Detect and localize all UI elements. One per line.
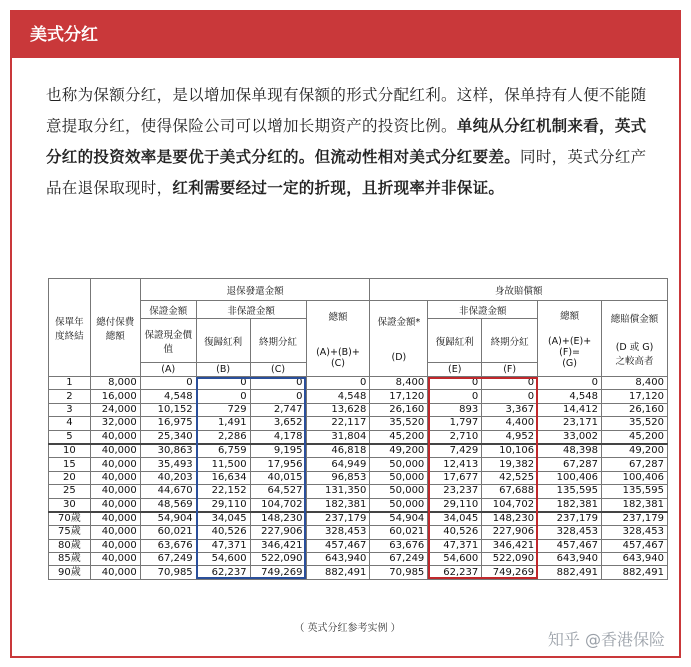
table-row [49, 458, 668, 471]
table-cell: 45,200 [370, 430, 428, 444]
table-cell: 4,400 [482, 417, 538, 430]
description-paragraph [46, 80, 656, 204]
table-cell: 25,340 [140, 430, 196, 444]
table-cell: 54,904 [140, 512, 196, 526]
table-cell: 29,110 [428, 498, 482, 512]
col-gsum-header: 保證金額* (D) [370, 301, 428, 377]
table-row [49, 430, 668, 444]
table-cell: 749,269 [482, 566, 538, 579]
table-cell: 17,677 [428, 471, 482, 484]
table-cell: 63,676 [370, 539, 428, 552]
table-cell: 70,985 [370, 566, 428, 579]
label-b: (B) [196, 363, 250, 377]
dividend-table [48, 278, 668, 580]
table-cell: 3 [49, 403, 91, 416]
table-cell: 50,000 [370, 498, 428, 512]
table-cell: 26,160 [602, 403, 668, 416]
table-cell: 62,237 [196, 566, 250, 579]
table-cell: 40,000 [90, 512, 140, 526]
table-cell: 237,179 [602, 512, 668, 526]
table-cell: 40,000 [90, 566, 140, 579]
table-cell: 0 [196, 390, 250, 403]
table-cell: 64,949 [306, 458, 370, 471]
table-cell: 3,652 [250, 417, 306, 430]
table-cell: 67,249 [370, 553, 428, 566]
table-cell: 64,527 [250, 485, 306, 498]
col-rev-header: 復歸紅利 [196, 319, 250, 363]
table-cell: 17,956 [250, 458, 306, 471]
table-cell: 47,371 [428, 539, 482, 552]
table-cell: 29,110 [196, 498, 250, 512]
table-cell: 16,975 [140, 417, 196, 430]
table-cell: 749,269 [250, 566, 306, 579]
table-cell: 4,548 [140, 390, 196, 403]
table-row [49, 566, 668, 579]
table-cell: 0 [250, 377, 306, 390]
table-cell: 35,520 [602, 417, 668, 430]
table-cell: 54,600 [196, 553, 250, 566]
table-cell: 0 [428, 377, 482, 390]
label-a: (A) [140, 363, 196, 377]
table-cell: 328,453 [306, 526, 370, 539]
table-cell: 0 [250, 390, 306, 403]
table-row [49, 553, 668, 566]
col-gcash-header: 保證現金價值 [140, 319, 196, 363]
table-cell: 19,382 [482, 458, 538, 471]
table-cell: 70,985 [140, 566, 196, 579]
group-death-header: 身故賠償額 [370, 279, 668, 301]
table-cell: 49,200 [602, 444, 668, 458]
table-cell: 40,203 [140, 471, 196, 484]
table-cell: 31,804 [306, 430, 370, 444]
table-cell: 40,000 [90, 526, 140, 539]
table-cell: 882,491 [602, 566, 668, 579]
section-title: 美式分红 [12, 12, 679, 58]
table-cell: 100,406 [538, 471, 602, 484]
table-cell: 457,467 [602, 539, 668, 552]
table-cell: 104,702 [482, 498, 538, 512]
table-cell: 148,230 [482, 512, 538, 526]
table-cell: 328,453 [602, 526, 668, 539]
table-caption: （ 英式分红参考实例 ） [294, 623, 401, 634]
table-cell: 44,670 [140, 485, 196, 498]
table-row [49, 417, 668, 430]
table-cell: 90歲 [49, 566, 91, 579]
table-cell: 48,569 [140, 498, 196, 512]
table-cell: 40,000 [90, 498, 140, 512]
table-cell: 6,759 [196, 444, 250, 458]
table-cell: 8,400 [602, 377, 668, 390]
label-c: (C) [250, 363, 306, 377]
table-cell: 16,000 [90, 390, 140, 403]
table-row [49, 403, 668, 416]
para-sentence-2-bold: 单纯从分红机制来看，英式分红的投资效率是要优于美式分红的。但流动性相对美式分红要差。 [46, 117, 647, 166]
table-cell: 12,413 [428, 458, 482, 471]
table-cell: 0 [428, 390, 482, 403]
table-row [49, 485, 668, 498]
para-sentence-3: 同时，英式分红产品在退保取现时， [46, 148, 647, 197]
table-row [49, 390, 668, 403]
table-cell: 4,548 [306, 390, 370, 403]
table-cell: 227,906 [482, 526, 538, 539]
table-cell: 10,106 [482, 444, 538, 458]
table-cell: 40,000 [90, 553, 140, 566]
table-cell: 67,688 [482, 485, 538, 498]
para-sentence-1: 也称为保额分红，是以增加保单现有保额的形式分配红利。这样，保单持有人便不能随意提取分红，使得保险公司可以增加长期资产的投资比例。 [46, 86, 647, 135]
table-row [49, 444, 668, 458]
table-cell: 40,000 [90, 430, 140, 444]
table-cell: 1,797 [428, 417, 482, 430]
table-cell: 0 [538, 377, 602, 390]
table-cell: 5 [49, 430, 91, 444]
table-cell: 135,595 [538, 485, 602, 498]
table-cell: 522,090 [250, 553, 306, 566]
table-cell: 346,421 [250, 539, 306, 552]
table-cell: 67,287 [538, 458, 602, 471]
table-cell: 40,000 [90, 539, 140, 552]
table-cell: 182,381 [306, 498, 370, 512]
table-cell: 0 [196, 377, 250, 390]
table-cell: 54,600 [428, 553, 482, 566]
table-cell: 2,710 [428, 430, 482, 444]
table-cell: 40,526 [196, 526, 250, 539]
table-cell: 0 [482, 377, 538, 390]
table-cell: 47,371 [196, 539, 250, 552]
table-row [49, 498, 668, 512]
table-cell: 50,000 [370, 485, 428, 498]
table-cell: 40,000 [90, 471, 140, 484]
table-cell: 522,090 [482, 553, 538, 566]
table-cell: 32,000 [90, 417, 140, 430]
table-cell: 49,200 [370, 444, 428, 458]
table-cell: 67,249 [140, 553, 196, 566]
table-cell: 17,120 [602, 390, 668, 403]
table-cell: 643,940 [306, 553, 370, 566]
table-row [49, 512, 668, 526]
table-cell: 23,171 [538, 417, 602, 430]
table-cell: 48,398 [538, 444, 602, 458]
table-cell: 17,120 [370, 390, 428, 403]
table-cell: 2,747 [250, 403, 306, 416]
para-sentence-4-bold: 红利需要经过一定的折现，且折现率并非保证。 [172, 179, 505, 197]
table-body [49, 377, 668, 580]
table-cell: 23,237 [428, 485, 482, 498]
sub-nonguaranteed-header-2: 非保證金額 [428, 301, 538, 319]
table-cell: 33,002 [538, 430, 602, 444]
table-cell: 182,381 [602, 498, 668, 512]
table-cell: 40,000 [90, 444, 140, 458]
table-cell: 227,906 [250, 526, 306, 539]
table-cell: 4,548 [538, 390, 602, 403]
table-cell: 0 [482, 390, 538, 403]
dividend-table-wrapper [48, 278, 668, 580]
table-cell: 24,000 [90, 403, 140, 416]
table-cell: 22,117 [306, 417, 370, 430]
table-cell: 67,287 [602, 458, 668, 471]
table-cell: 457,467 [306, 539, 370, 552]
content-card [10, 10, 681, 658]
col-total-header: 總額 (A)+(B)+(C) [306, 301, 370, 377]
table-cell: 346,421 [482, 539, 538, 552]
table-cell: 35,493 [140, 458, 196, 471]
col-rev2-header: 復歸紅利 [428, 319, 482, 363]
table-cell: 4,178 [250, 430, 306, 444]
table-cell: 22,152 [196, 485, 250, 498]
table-cell: 0 [140, 377, 196, 390]
table-cell: 40,000 [90, 485, 140, 498]
table-cell: 14,412 [538, 403, 602, 416]
table-cell: 148,230 [250, 512, 306, 526]
table-cell: 882,491 [306, 566, 370, 579]
table-cell: 11,500 [196, 458, 250, 471]
label-e: (E) [428, 363, 482, 377]
table-cell: 9,195 [250, 444, 306, 458]
table-cell: 50,000 [370, 458, 428, 471]
table-row [49, 471, 668, 484]
table-cell: 26,160 [370, 403, 428, 416]
table-cell: 54,904 [370, 512, 428, 526]
table-row [49, 539, 668, 552]
table-cell: 13,628 [306, 403, 370, 416]
table-cell: 0 [306, 377, 370, 390]
table-cell: 1,491 [196, 417, 250, 430]
table-cell: 643,940 [538, 553, 602, 566]
table-cell: 893 [428, 403, 482, 416]
group-surrender-header: 退保發還金額 [140, 279, 370, 301]
table-cell: 35,520 [370, 417, 428, 430]
table-cell: 457,467 [538, 539, 602, 552]
table-cell: 882,491 [538, 566, 602, 579]
table-cell: 70歲 [49, 512, 91, 526]
table-cell: 30 [49, 498, 91, 512]
table-cell: 30,863 [140, 444, 196, 458]
table-cell: 237,179 [538, 512, 602, 526]
table-cell: 60,021 [370, 526, 428, 539]
table-cell: 182,381 [538, 498, 602, 512]
table-cell: 40,015 [250, 471, 306, 484]
table-cell: 40,000 [90, 458, 140, 471]
table-cell: 85歲 [49, 553, 91, 566]
table-cell: 135,595 [602, 485, 668, 498]
table-cell: 131,350 [306, 485, 370, 498]
table-cell: 96,853 [306, 471, 370, 484]
table-cell: 8,400 [370, 377, 428, 390]
col-year-header: 保單年度終結 [49, 279, 91, 377]
col-term2-header: 終期分紅 [482, 319, 538, 363]
label-f: (F) [482, 363, 538, 377]
table-cell: 643,940 [602, 553, 668, 566]
table-cell: 10,152 [140, 403, 196, 416]
table-cell: 8,000 [90, 377, 140, 390]
table-cell: 10 [49, 444, 91, 458]
table-cell: 46,818 [306, 444, 370, 458]
table-cell: 16,634 [196, 471, 250, 484]
table-cell: 80歲 [49, 539, 91, 552]
table-cell: 1 [49, 377, 91, 390]
table-cell: 2 [49, 390, 91, 403]
col-total2-header: 總額 (A)+(E)+(F)= (G) [538, 301, 602, 377]
table-cell: 2,286 [196, 430, 250, 444]
table-cell: 50,000 [370, 471, 428, 484]
table-cell: 40,526 [428, 526, 482, 539]
table-cell: 45,200 [602, 430, 668, 444]
table-cell: 237,179 [306, 512, 370, 526]
col-premium-header: 總付保費總額 [90, 279, 140, 377]
table-cell: 20 [49, 471, 91, 484]
col-death-total-header: 總賠償金額 (D 或 G) 之較高者 [602, 301, 668, 377]
table-cell: 4 [49, 417, 91, 430]
table-cell: 62,237 [428, 566, 482, 579]
table-cell: 63,676 [140, 539, 196, 552]
table-cell: 104,702 [250, 498, 306, 512]
table-row [49, 526, 668, 539]
table-cell: 34,045 [428, 512, 482, 526]
table-row [49, 377, 668, 390]
table-cell: 60,021 [140, 526, 196, 539]
table-cell: 729 [196, 403, 250, 416]
watermark: 知乎 @香港保险 [547, 630, 665, 649]
table-cell: 328,453 [538, 526, 602, 539]
sub-nonguaranteed-header: 非保證金額 [196, 301, 306, 319]
col-term-header: 終期分紅 [250, 319, 306, 363]
table-cell: 4,952 [482, 430, 538, 444]
sub-guaranteed-header: 保證金額 [140, 301, 196, 319]
table-cell: 75歲 [49, 526, 91, 539]
table-cell: 7,429 [428, 444, 482, 458]
table-cell: 3,367 [482, 403, 538, 416]
table-cell: 42,525 [482, 471, 538, 484]
table-cell: 25 [49, 485, 91, 498]
table-cell: 34,045 [196, 512, 250, 526]
table-cell: 15 [49, 458, 91, 471]
table-cell: 100,406 [602, 471, 668, 484]
